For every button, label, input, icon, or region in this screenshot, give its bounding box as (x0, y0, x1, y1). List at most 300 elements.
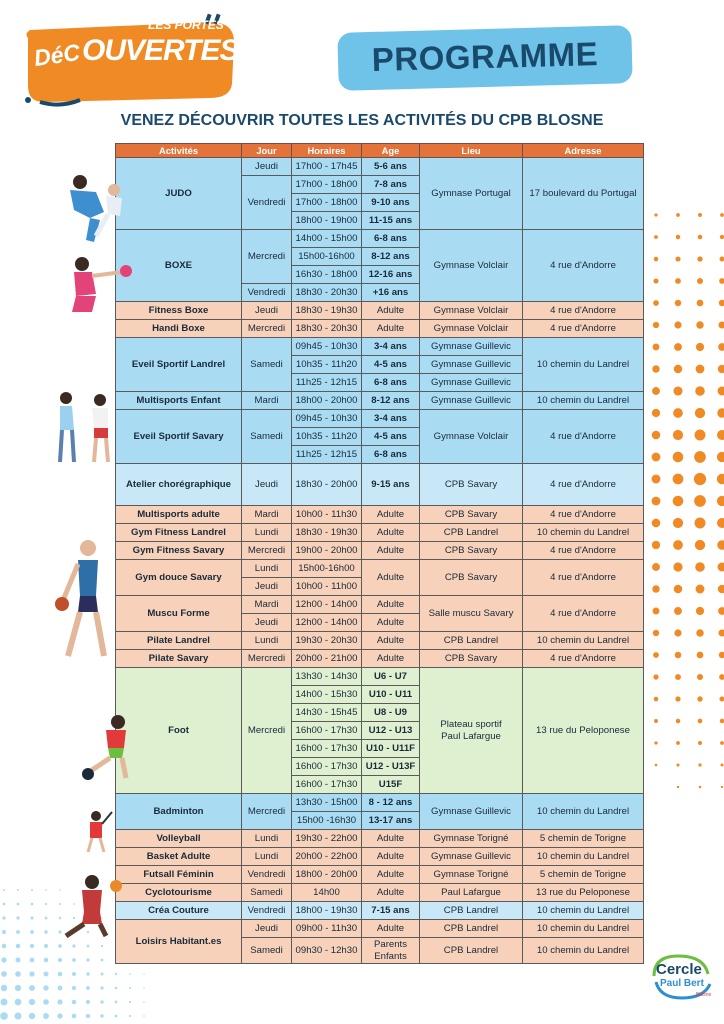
table-cell: JUDO (116, 158, 242, 230)
soccer-player-illustration (70, 712, 138, 782)
decorative-dot (718, 321, 724, 328)
decorative-dot (675, 674, 681, 680)
decorative-dot (115, 1001, 118, 1004)
basketball-player-illustration (52, 872, 124, 938)
table-cell: 4 rue d'Andorre (523, 650, 644, 668)
decorative-dot (653, 278, 658, 283)
program-table (115, 143, 644, 964)
decorative-dot (696, 629, 703, 636)
table-cell: 8-12 ans (362, 392, 420, 410)
table-cell: 12h00 - 14h00 (292, 596, 362, 614)
table-cell: Pilate Savary (116, 650, 242, 668)
decorative-dot (29, 985, 35, 991)
decorative-dot (3, 889, 5, 891)
decorative-dot (696, 321, 703, 328)
table-cell: 17 boulevard du Portugal (523, 158, 644, 230)
table-row (116, 830, 644, 848)
table-cell: 18h00 - 19h30 (292, 902, 362, 920)
table-cell: 16h30 - 18h00 (292, 266, 362, 284)
table-cell: Fitness Boxe (116, 302, 242, 320)
decorative-dot (677, 786, 679, 788)
table-cell: 4 rue d'Andorre (523, 542, 644, 560)
table-row (116, 464, 644, 506)
decorative-dot (16, 944, 20, 948)
table-cell: 09h30 - 12h30 (292, 938, 362, 964)
boxer-illustration (62, 250, 138, 314)
decorative-dot (697, 278, 703, 284)
table-cell: 5-6 ans (362, 158, 420, 176)
decorative-dot (694, 517, 705, 528)
decorative-dot (72, 958, 76, 962)
decorative-dot (717, 474, 724, 484)
table-cell: Multisports Enfant (116, 392, 242, 410)
decorative-dot (698, 741, 702, 745)
decorative-dot (718, 387, 724, 396)
table-cell: Plateau sportif Paul Lafargue (420, 668, 523, 794)
table-cell: 12-16 ans (362, 266, 420, 284)
decorative-dot (653, 652, 659, 658)
table-cell: Paul Lafargue (420, 884, 523, 902)
table-cell: 11-15 ans (362, 212, 420, 230)
table-cell: U6 - U7 (362, 668, 420, 686)
table-cell: Futsall Féminin (116, 866, 242, 884)
table-cell: 10h35 - 11h20 (292, 356, 362, 374)
decorative-dot (717, 452, 724, 462)
table-cell: Gymnase Guillevic (420, 374, 523, 392)
table-cell: 3-4 ans (362, 410, 420, 428)
table-cell: Lundi (242, 830, 292, 848)
decorative-dot (14, 1012, 21, 1019)
table-cell: 4-5 ans (362, 356, 420, 374)
decorative-dot (652, 541, 660, 549)
table-cell: Badminton (116, 794, 242, 830)
table-cell: 4 rue d'Andorre (523, 596, 644, 632)
table-cell: Gymnase Portugal (420, 158, 523, 230)
table-cell: 18h00 - 19h00 (292, 212, 362, 230)
table-cell: 5 chemin de Torigne (523, 866, 644, 884)
table-cell: Gymnase Torigné (420, 866, 523, 884)
table-cell: 4-5 ans (362, 428, 420, 446)
table-cell: 09h45 - 10h30 (292, 410, 362, 428)
table-cell: 8-12 ans (362, 248, 420, 266)
logo-paulbert-text: Paul Bert (660, 978, 704, 989)
decorative-dot (652, 475, 661, 484)
decorative-dot (694, 473, 706, 485)
table-cell: Gymnase Volclair (420, 230, 523, 302)
table-cell: 10 chemin du Landrel (523, 338, 644, 392)
table-cell: Gymnase Guillevic (420, 848, 523, 866)
decorative-dot (673, 474, 684, 485)
table-cell: Mercredi (242, 320, 292, 338)
decorative-dot (673, 452, 684, 463)
table-row (116, 524, 644, 542)
col-age: Age (362, 144, 420, 158)
decorative-dot (676, 213, 680, 217)
decorative-dot (87, 945, 90, 948)
decorative-dot (673, 562, 682, 571)
decorative-dot (129, 987, 131, 989)
decorative-dot (143, 987, 144, 988)
table-cell: Adulte (362, 614, 420, 632)
decorative-dot (697, 652, 704, 659)
table-cell: 10h00 - 11h00 (292, 578, 362, 596)
decorative-dot (676, 719, 680, 723)
decorative-dot (675, 696, 680, 701)
decorative-dot (72, 986, 76, 990)
table-cell: 17h00 - 18h00 (292, 194, 362, 212)
decorative-dot (676, 763, 679, 766)
judo-figures-illustration (60, 170, 130, 248)
decorative-dot (718, 343, 724, 351)
table-cell: 19h30 - 22h00 (292, 830, 362, 848)
decorative-dot (673, 408, 683, 418)
decorative-dot (654, 697, 659, 702)
table-cell: Jeudi (242, 920, 292, 938)
col-adresse: Adresse (523, 144, 644, 158)
table-cell: Créa Couture (116, 902, 242, 920)
decorative-dot (720, 235, 724, 239)
table-cell: 14h00 (292, 884, 362, 902)
decorative-dot (720, 763, 723, 766)
decorative-dot (698, 235, 703, 240)
decorative-dot (2, 930, 6, 934)
table-cell: Cyclotourisme (116, 884, 242, 902)
decorative-dot (72, 972, 76, 976)
decorative-dot (696, 585, 705, 594)
table-cell: 9-15 ans (362, 464, 420, 506)
decorative-dot (673, 386, 682, 395)
decorative-dot (652, 387, 660, 395)
table-cell: 14h00 - 15h30 (292, 686, 362, 704)
table-cell: CPB Landrel (420, 524, 523, 542)
table-cell: 16h00 - 17h30 (292, 776, 362, 794)
decorative-dot (0, 998, 7, 1005)
decorative-dot (29, 971, 34, 976)
table-cell: 15h00 -16h30 (292, 812, 362, 830)
logo-dec-text: DéC (32, 38, 82, 72)
table-row (116, 410, 644, 428)
col-jour: Jour (242, 144, 292, 158)
decorative-dot (15, 957, 20, 962)
decorative-dot (719, 278, 724, 284)
table-row (116, 596, 644, 614)
decorative-dot (2, 916, 5, 919)
decorative-dot (31, 903, 33, 905)
table-cell: Adulte (362, 650, 420, 668)
decorative-dot (16, 916, 19, 919)
table-cell: 17h00 - 17h45 (292, 158, 362, 176)
table-cell: 4 rue d'Andorre (523, 302, 644, 320)
woman-with-ball-illustration (54, 538, 120, 662)
table-cell: Adulte (362, 866, 420, 884)
table-cell: 16h00 - 17h30 (292, 740, 362, 758)
table-cell: Eveil Sportif Landrel (116, 338, 242, 392)
table-cell: 18h30 - 20h30 (292, 320, 362, 338)
table-cell: CPB Savary (420, 506, 523, 524)
decorative-dot (58, 958, 62, 962)
table-row (116, 866, 644, 884)
table-cell: Samedi (242, 410, 292, 464)
table-cell: 12h00 - 14h00 (292, 614, 362, 632)
table-cell: Jeudi (242, 578, 292, 596)
decorative-dot (721, 786, 723, 788)
decorative-dot (30, 930, 34, 934)
decorative-dot (720, 719, 724, 723)
decorative-dot (694, 495, 706, 507)
children-stretching-illustration (50, 388, 122, 466)
decorative-dot (675, 256, 680, 261)
decorative-dot (86, 986, 90, 990)
table-cell: 15h00-16h00 (292, 248, 362, 266)
table-cell: Vendredi (242, 284, 292, 302)
table-cell: 10 chemin du Landrel (523, 632, 644, 650)
table-cell: Mardi (242, 506, 292, 524)
table-cell: Eveil Sportif Savary (116, 410, 242, 464)
table-cell: 18h30 - 19h30 (292, 524, 362, 542)
table-cell: Vendredi (242, 866, 292, 884)
decorative-dot (654, 719, 658, 723)
table-cell: Atelier chorégraphique (116, 464, 242, 506)
table-cell: CPB Landrel (420, 632, 523, 650)
decorative-dot (652, 497, 661, 506)
table-cell: Adulte (362, 632, 420, 650)
table-cell: Pilate Landrel (116, 632, 242, 650)
table-cell: CPB Savary (420, 650, 523, 668)
table-cell: Adulte (362, 884, 420, 902)
decorative-dot (72, 944, 75, 947)
decorative-dot (44, 944, 48, 948)
table-cell: Volleyball (116, 830, 242, 848)
logo-top-text: LES PORTES (148, 18, 224, 32)
decorative-dot (86, 972, 90, 976)
decorative-dot (100, 986, 103, 989)
decorative-dot (86, 1014, 90, 1018)
table-cell: U8 - U9 (362, 704, 420, 722)
decorative-dot (699, 786, 702, 789)
decorative-dot (698, 719, 703, 724)
decorative-dot (695, 386, 705, 396)
decorative-dot (652, 453, 661, 462)
decorative-dot (652, 431, 661, 440)
table-cell: Muscu Forme (116, 596, 242, 632)
table-cell: Mercredi (242, 668, 292, 794)
table-cell: CPB Savary (420, 464, 523, 506)
table-cell: Gym douce Savary (116, 560, 242, 596)
decorative-dot (143, 973, 144, 974)
decorative-dot (697, 674, 703, 680)
table-cell: 10 chemin du Landrel (523, 794, 644, 830)
decorative-dot (697, 300, 704, 307)
table-cell: U15F (362, 776, 420, 794)
table-cell: Samedi (242, 938, 292, 964)
col-activites: Activités (116, 144, 242, 158)
decorative-dot (16, 930, 20, 934)
decorative-dot (675, 300, 681, 306)
decorative-dot (653, 674, 658, 679)
decorative-dot (673, 518, 683, 528)
decorative-dot (45, 889, 47, 891)
table-cell: Gymnase Guillevic (420, 392, 523, 410)
table-cell: 14h30 - 15h45 (292, 704, 362, 722)
table-cell: CPB Landrel (420, 902, 523, 920)
table-cell: U10 - U11 (362, 686, 420, 704)
table-cell: 16h00 - 17h30 (292, 722, 362, 740)
table-row (116, 632, 644, 650)
table-cell: 13-17 ans (362, 812, 420, 830)
table-cell: Mardi (242, 392, 292, 410)
decorative-dot (101, 959, 104, 962)
table-cell: Salle muscu Savary (420, 596, 523, 632)
table-cell: 19h00 - 20h00 (292, 542, 362, 560)
logo-blosne-text: Blosne (696, 992, 712, 998)
decorative-dot (86, 1000, 90, 1004)
table-cell: Adulte (362, 596, 420, 614)
decorative-dot (675, 652, 682, 659)
table-cell: Gymnase Guillevic (420, 338, 523, 356)
decorative-dot (653, 322, 659, 328)
table-cell: Lundi (242, 560, 292, 578)
decorative-dot (718, 585, 724, 593)
table-cell: Vendredi (242, 176, 292, 230)
table-cell: Adulte (362, 506, 420, 524)
decorative-dot (653, 630, 659, 636)
table-row (116, 884, 644, 902)
table-cell: 16h00 - 17h30 (292, 758, 362, 776)
table-cell: Gym Fitness Landrel (116, 524, 242, 542)
table-cell: 13h30 - 14h30 (292, 668, 362, 686)
decorative-dot (653, 608, 660, 615)
table-cell: 17h00 - 18h00 (292, 176, 362, 194)
decorative-dot (653, 344, 660, 351)
table-cell: 20h00 - 22h00 (292, 848, 362, 866)
table-cell: Gymnase Torigné (420, 830, 523, 848)
decorative-dot (58, 986, 63, 991)
decorative-dot (86, 958, 89, 961)
decorative-dot (58, 972, 63, 977)
table-cell: Jeudi (242, 614, 292, 632)
decorative-dot (654, 235, 658, 239)
decorative-dot (30, 944, 34, 948)
table-cell: Jeudi (242, 158, 292, 176)
decorative-dot (129, 1015, 131, 1017)
decorative-dot (115, 987, 118, 990)
table-cell: 19h30 - 20h30 (292, 632, 362, 650)
table-cell: 18h30 - 19h30 (292, 302, 362, 320)
table-cell: 10 chemin du Landrel (523, 938, 644, 964)
table-cell: Jeudi (242, 302, 292, 320)
decorative-dot (674, 585, 683, 594)
table-cell: 10 chemin du Landrel (523, 920, 644, 938)
decorative-dot (652, 563, 660, 571)
decorative-dot (30, 958, 35, 963)
decorative-dot (676, 741, 680, 745)
decorative-dot (2, 944, 7, 949)
table-cell: Gymnase Guillevic (420, 794, 523, 830)
decorative-dot (43, 1013, 49, 1019)
decorative-dot (717, 496, 724, 506)
table-cell: 10 chemin du Landrel (523, 848, 644, 866)
decorative-dot (719, 696, 724, 701)
table-cell: Mercredi (242, 650, 292, 668)
table-row (116, 794, 644, 812)
table-cell: Gymnase Volclair (420, 410, 523, 464)
decorative-dot (44, 972, 49, 977)
decorative-dot (674, 607, 682, 615)
table-cell: Adulte (362, 320, 420, 338)
decorative-dot (29, 1013, 36, 1020)
table-row (116, 650, 644, 668)
decorative-dot (143, 1001, 145, 1003)
table-cell: Vendredi (242, 902, 292, 920)
title-banner (337, 25, 632, 91)
decorative-dot (719, 674, 724, 680)
cercle-paul-bert-logo (648, 952, 718, 1002)
decorative-dot (15, 971, 21, 977)
table-cell: 18h00 - 20h00 (292, 866, 362, 884)
decorative-dot (3, 903, 6, 906)
table-cell: Gymnase Volclair (420, 320, 523, 338)
decorative-dot (72, 1000, 77, 1005)
table-cell: Multisports adulte (116, 506, 242, 524)
table-row (116, 560, 644, 578)
decorative-dot (15, 985, 21, 991)
decorative-dot (696, 365, 705, 374)
table-cell: Adulte (362, 830, 420, 848)
decorative-dot (674, 343, 682, 351)
table-cell: 10 chemin du Landrel (523, 902, 644, 920)
table-cell: 9-10 ans (362, 194, 420, 212)
table-cell: 4 rue d'Andorre (523, 230, 644, 302)
table-cell: Loisirs Habitant.es (116, 920, 242, 964)
table-cell: Samedi (242, 338, 292, 392)
table-cell: 4 rue d'Andorre (523, 464, 644, 506)
decorative-dot (44, 958, 48, 962)
decorative-dot (697, 696, 702, 701)
decorative-dot (57, 1013, 62, 1018)
table-cell: Mardi (242, 596, 292, 614)
table-row (116, 320, 644, 338)
decorative-dot (115, 1015, 118, 1018)
table-cell: 5 chemin de Torigne (523, 830, 644, 848)
table-cell: CPB Landrel (420, 920, 523, 938)
table-cell: 11h25 - 12h15 (292, 446, 362, 464)
table-cell: 7-15 ans (362, 902, 420, 920)
decorative-dot (17, 903, 20, 906)
table-cell: Jeudi (242, 464, 292, 506)
decorative-dot (129, 1001, 131, 1003)
decorative-dot (652, 409, 660, 417)
table-row (116, 392, 644, 410)
table-header-row (116, 144, 644, 158)
decorative-dot (43, 985, 48, 990)
table-cell: 18h00 - 20h00 (292, 392, 362, 410)
decorative-dot (43, 999, 49, 1005)
table-cell: Adulte (362, 848, 420, 866)
table-cell: 4 rue d'Andorre (523, 410, 644, 464)
decorative-dot (652, 585, 659, 592)
table-cell: Adulte (362, 542, 420, 560)
table-cell: 13h30 - 15h00 (292, 794, 362, 812)
table-cell: Foot (116, 668, 242, 794)
table-cell: 09h45 - 10h30 (292, 338, 362, 356)
table-cell: Lundi (242, 632, 292, 650)
table-cell: Gym Fitness Savary (116, 542, 242, 560)
decorative-dot (719, 652, 724, 658)
table-cell: +16 ans (362, 284, 420, 302)
decorative-dot (101, 973, 104, 976)
table-cell: 6-8 ans (362, 446, 420, 464)
table-cell: 14h00 - 15h00 (292, 230, 362, 248)
